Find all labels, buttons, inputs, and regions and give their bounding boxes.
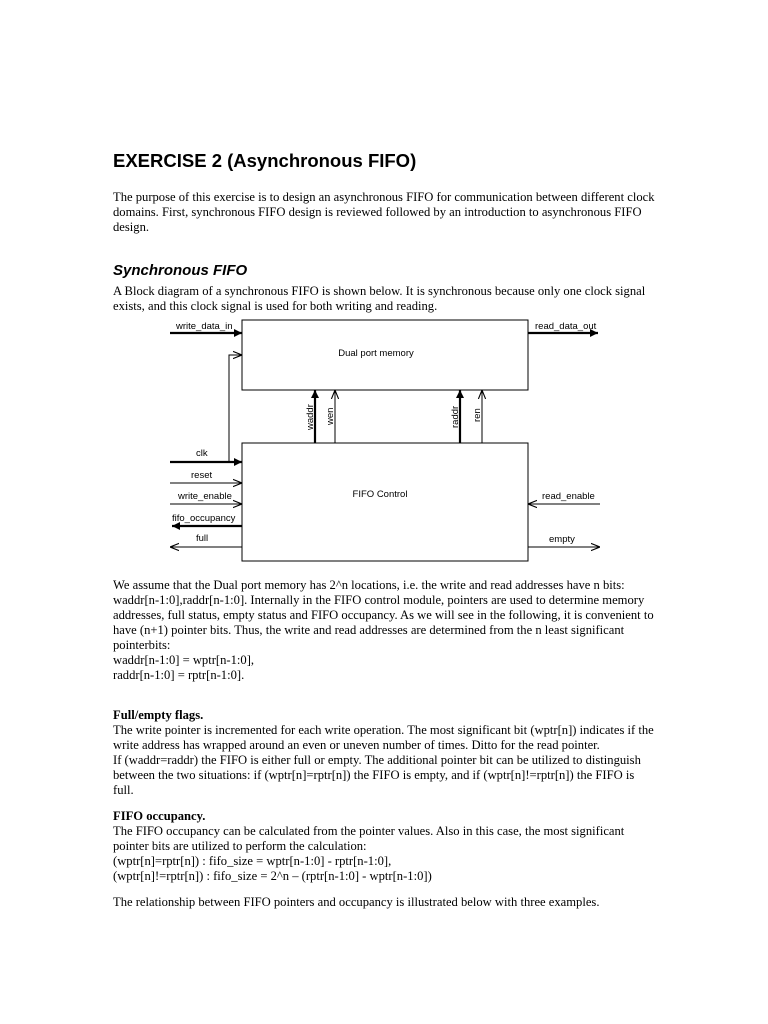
- page-title: EXERCISE 2 (Asynchronous FIFO): [113, 150, 417, 171]
- flags-line: The write pointer is incremented for each write operation. The most significant bit (wptr[n]) indicates if the: [113, 723, 654, 737]
- assume-line: waddr[n-1:0],raddr[n-1:0]. Internally in the FIFO control module, pointers are used to determine memory: [113, 593, 645, 607]
- full-empty-section: [113, 708, 653, 798]
- raddr-label: raddr: [450, 405, 461, 428]
- full-empty-heading: Full/empty flags.: [113, 708, 204, 722]
- read-data-out-label: read_data_out: [535, 321, 597, 332]
- assume-line: pointerbits:: [113, 638, 171, 652]
- fifo-occupancy-label: fifo_occupancy: [172, 513, 236, 524]
- ren-label: ren: [472, 408, 483, 422]
- fifo-occupancy-section: [113, 809, 653, 884]
- empty-label: empty: [549, 534, 575, 545]
- flags-line: If (waddr=raddr) the FIFO is either full or empty. The additional pointer bit can be utilized to distinguish: [113, 753, 641, 767]
- dual-port-memory-box: [242, 320, 528, 390]
- assume-line: waddr[n-1:0] = wptr[n-1:0],: [113, 653, 255, 667]
- assume-line: We assume that the Dual port memory has 2^n locations, i.e. the write and read addresses have n bits:: [113, 578, 625, 592]
- write-enable-label: write_enable: [178, 491, 232, 502]
- sync-paragraph: [113, 284, 653, 314]
- clk-to-memory-line: [229, 355, 242, 462]
- relationship-paragraph: [113, 895, 653, 910]
- fifo-occupancy-heading: FIFO occupancy.: [113, 809, 206, 823]
- waddr-label: waddr: [305, 404, 316, 430]
- fifo-control-box: [242, 443, 528, 561]
- assumption-paragraph: [113, 578, 653, 683]
- flags-line: write address has wrapped around an even or uneven number of times. Ditto for the read pointer.: [113, 738, 600, 752]
- flags-line: between the two situations: if (wptr[n]=rptr[n]) the FIFO is empty, and if (wptr[n]!=rptr[n]) the FIFO is: [113, 768, 635, 782]
- assume-line: raddr[n-1:0] = rptr[n-1:0].: [113, 668, 245, 682]
- sync-line: A Block diagram of a synchronous FIFO is shown below. It is synchronous because only one clock signal: [113, 284, 646, 298]
- intro-line: The purpose of this exercise is to design an asynchronous FIFO for communication between different clock: [113, 190, 655, 204]
- section-heading-synchronous-fifo: Synchronous FIFO: [113, 262, 248, 279]
- occ-line: The FIFO occupancy can be calculated from the pointer values. Also in this case, the most significant: [113, 824, 625, 838]
- intro-paragraph: [113, 190, 653, 235]
- intro-line: design.: [113, 220, 150, 234]
- flags-line: full.: [113, 783, 134, 797]
- assume-line: have (n+1) pointer bits. Thus, the write and read addresses are determined from the n least significant: [113, 623, 625, 637]
- occ-line: pointer bits are utilized to perform the calculation:: [113, 839, 367, 853]
- dual-port-memory-label: Dual port memory: [338, 348, 414, 359]
- wen-label: wen: [325, 407, 336, 425]
- reset-label: reset: [191, 470, 213, 481]
- sync-line: exists, and this clock signal is used for both writing and reading.: [113, 299, 438, 313]
- occ-line: (wptr[n]=rptr[n]) : fifo_size = wptr[n-1:0] - rptr[n-1:0],: [113, 854, 392, 868]
- occ-line: (wptr[n]!=rptr[n]) : fifo_size = 2^n – (rptr[n-1:0] - wptr[n-1:0]): [113, 869, 432, 883]
- relation-line: The relationship between FIFO pointers and occupancy is illustrated below with three examples.: [113, 895, 600, 909]
- assume-line: addresses, full status, empty status and FIFO occupancy. As we will see in the following, it is convenient to: [113, 608, 654, 622]
- read-enable-label: read_enable: [542, 491, 595, 502]
- fifo-control-label: FIFO Control: [352, 489, 408, 500]
- write-data-in-label: write_data_in: [176, 321, 233, 332]
- full-label: full: [196, 533, 209, 544]
- clk-label: clk: [196, 448, 208, 459]
- intro-line: domains. First, synchronous FIFO design is reviewed followed by an introduction to asynchronous FIFO: [113, 205, 642, 219]
